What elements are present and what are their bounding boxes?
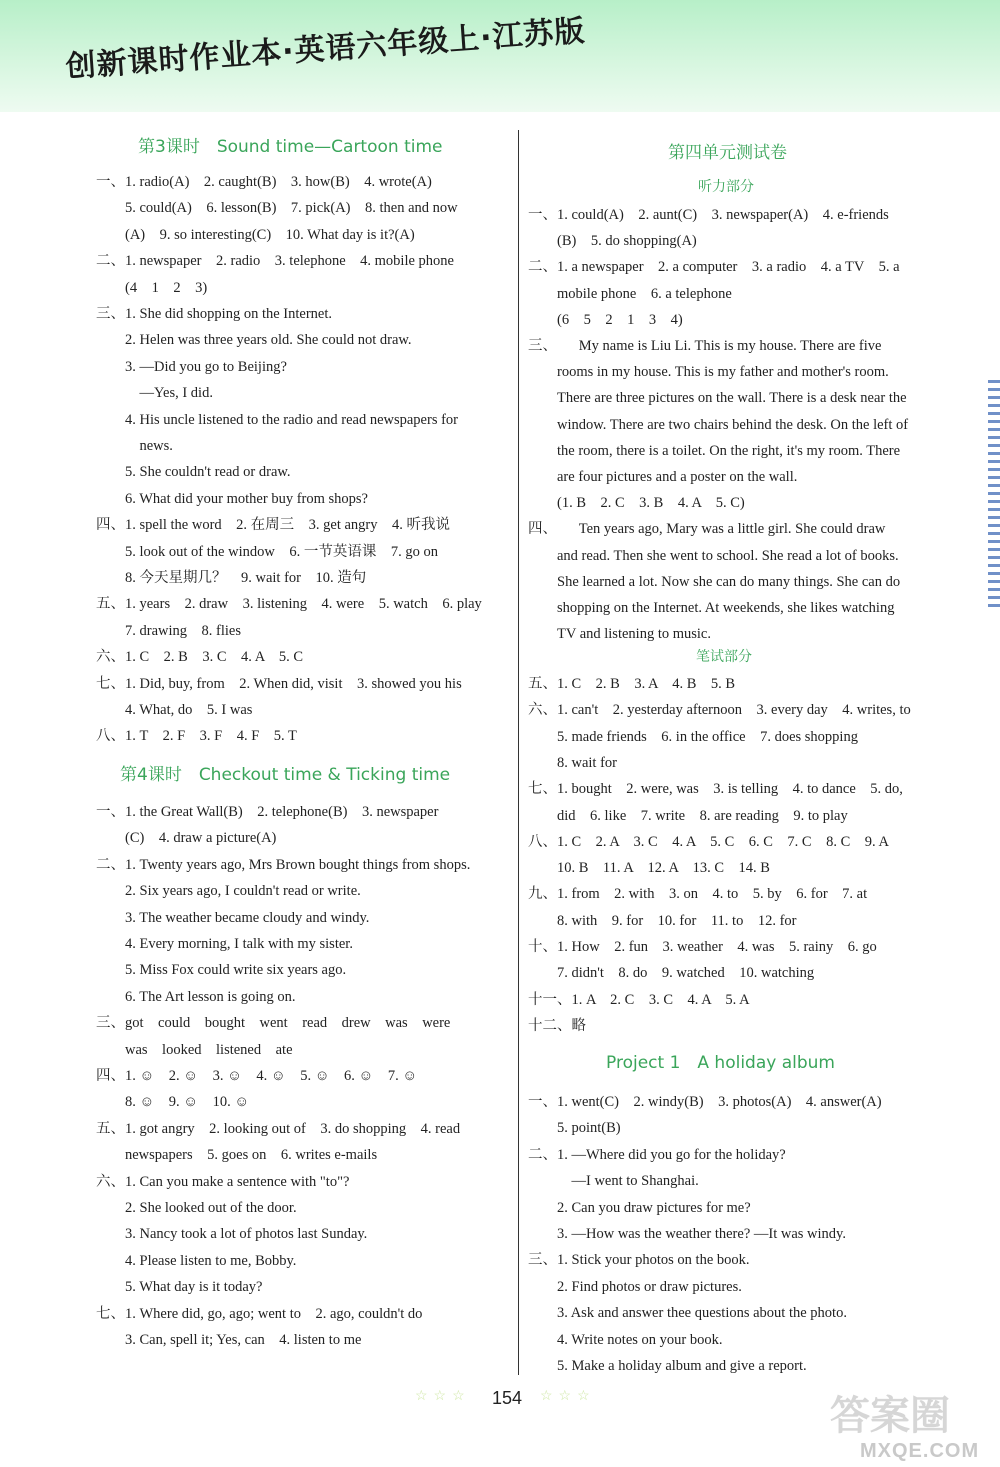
answer-line: 7. drawing 8. flies bbox=[96, 622, 241, 639]
answer-line: 六、1. Can you make a sentence with "to"? bbox=[96, 1173, 350, 1190]
answer-line: 5. look out of the window 6. 一节英语课 7. go on bbox=[96, 543, 438, 560]
answer-line: 二、1. a newspaper 2. a computer 3. a radio 4. a TV 5. a bbox=[528, 259, 900, 276]
subsection-title: 笔试部分 bbox=[696, 649, 752, 665]
answer-line: 二、1. Twenty years ago, Mrs Brown bought things from shops. bbox=[96, 856, 471, 873]
answer-line: 一、1. radio(A) 2. caught(B) 3. how(B) 4. wrote(A) bbox=[96, 174, 432, 190]
answer-line: (B) 5. do shopping(A) bbox=[528, 233, 697, 250]
answer-line: 四、1. spell the word 2. 在周三 3. get angry 4. 听我说 bbox=[96, 517, 451, 534]
answer-line: shopping on the Internet. At weekends, she likes watching bbox=[528, 600, 895, 616]
answer-line: 5. What day is it today? bbox=[96, 1279, 263, 1296]
answer-line: 五、1. C 2. B 3. A 4. B 5. B bbox=[528, 676, 736, 692]
answer-line: 一、1. could(A) 2. aunt(C) 3. newspaper(A) 4. e-friends bbox=[528, 207, 889, 223]
watermark-url: MXQE.COM bbox=[860, 1440, 980, 1462]
answer-line: 4. Write notes on your book. bbox=[528, 1331, 723, 1348]
answer-line: —I went to Shanghai. bbox=[528, 1173, 699, 1190]
header-banner bbox=[0, 0, 1000, 112]
answer-line: 一、1. the Great Wall(B) 2. telephone(B) 3. newspaper bbox=[96, 804, 439, 820]
answer-line: rooms in my house. This is my father and mother's room. bbox=[528, 364, 889, 381]
answer-line: 4. His uncle listened to the radio and read newspapers for bbox=[96, 411, 458, 428]
answer-line: 3. Ask and answer thee questions about the photo. bbox=[528, 1305, 847, 1322]
answer-line: 10. B 11. A 12. A 13. C 14. B bbox=[528, 860, 770, 877]
answer-line: TV and listening to music. bbox=[528, 626, 711, 643]
answer-line: 二、1. —Where did you go for the holiday? bbox=[528, 1146, 786, 1163]
answer-line: (1. B 2. C 3. B 4. A 5. C) bbox=[528, 495, 745, 512]
answer-line: 十二、略 bbox=[528, 1017, 586, 1034]
answer-line: 5. She couldn't read or draw. bbox=[96, 464, 291, 481]
answer-line: 6. The Art lesson is going on. bbox=[96, 988, 296, 1005]
answer-line: 8. wait for bbox=[528, 754, 617, 771]
section-title: 第4课时 Checkout time & Ticking time bbox=[120, 765, 451, 785]
answer-line: 2. Find photos or draw pictures. bbox=[528, 1278, 742, 1295]
answer-line: 5. could(A) 6. lesson(B) 7. pick(A) 8. then and now bbox=[96, 200, 458, 217]
answer-line: She learned a lot. Now she can do many things. She can do bbox=[528, 573, 901, 590]
star-decoration: ☆☆☆ bbox=[540, 1389, 596, 1404]
answer-line: 8. 今天星期几？ 9. wait for 10. 造句 bbox=[96, 570, 367, 586]
answer-line: 2. Helen was three years old. She could not draw. bbox=[96, 332, 412, 349]
answer-line: —Yes, I did. bbox=[96, 385, 213, 402]
watermark-logo: 答案圈 bbox=[830, 1393, 950, 1439]
answer-line: 5. Make a holiday album and give a report. bbox=[528, 1358, 807, 1374]
answer-line: mobile phone 6. a telephone bbox=[528, 285, 732, 302]
answer-line: 三、1. Stick your photos on the book. bbox=[528, 1252, 750, 1269]
answer-line: 二、1. newspaper 2. radio 3. telephone 4. mobile phone bbox=[96, 253, 454, 270]
answer-line: was looked listened ate bbox=[96, 1041, 293, 1058]
subsection-title: 听力部分 bbox=[698, 179, 754, 195]
answer-line: the room, there is a toilet. On the right, it's my room. There bbox=[528, 442, 901, 459]
answer-line: 3. The weather became cloudy and windy. bbox=[96, 909, 370, 926]
answer-line: 七、1. Where did, go, ago; went to 2. ago, couldn't do bbox=[96, 1305, 423, 1322]
answer-line: 五、1. got angry 2. looking out of 3. do shopping 4. read bbox=[96, 1120, 461, 1137]
answer-line: 6. What did your mother buy from shops? bbox=[96, 490, 368, 507]
page-number: 154 bbox=[492, 1388, 523, 1408]
answer-line: 八、1. T 2. F 3. F 4. F 5. T bbox=[96, 728, 297, 745]
section-title: 第3课时 Sound time—Cartoon time bbox=[138, 137, 443, 157]
answer-line: 四、 Ten years ago, Mary was a little girl. She could draw bbox=[528, 521, 886, 538]
answer-line: 8. with 9. for 10. for 11. to 12. for bbox=[528, 912, 797, 929]
answer-line: 七、1. Did, buy, from 2. When did, visit 3. showed you his bbox=[96, 675, 462, 692]
answer-line: (4 1 2 3) bbox=[96, 279, 208, 296]
answer-line: There are three pictures on the wall. There is a desk near the bbox=[528, 390, 907, 407]
answer-line: 4. Every morning, I talk with my sister. bbox=[96, 936, 353, 952]
answer-line: 2. Can you draw pictures for me? bbox=[528, 1199, 751, 1216]
answer-line: 7. didn't 8. do 9. watched 10. watching bbox=[528, 965, 815, 982]
answer-line: 六、1. C 2. B 3. C 4. A 5. C bbox=[96, 649, 304, 666]
answer-line: 八、1. C 2. A 3. C 4. A 5. C 6. C 7. C 8. C 9. A bbox=[528, 833, 889, 850]
section-title: Project 1 A holiday album bbox=[606, 1053, 835, 1073]
answer-line: 5. Miss Fox could write six years ago. bbox=[96, 962, 347, 979]
answer-line: 十一、1. A 2. C 3. C 4. A 5. A bbox=[528, 991, 750, 1008]
answer-line: 一、1. went(C) 2. windy(B) 3. photos(A) 4. answer(A) bbox=[528, 1094, 882, 1110]
answer-line: 3. —How was the weather there? —It was windy. bbox=[528, 1226, 846, 1242]
answer-line: are four pictures and a poster on the wall. bbox=[528, 469, 798, 485]
answer-line: did 6. like 7. write 8. are reading 9. to play bbox=[528, 807, 848, 824]
answer-line: 三、got could bought went read drew was were bbox=[96, 1015, 451, 1032]
answer-line: (6 5 2 1 3 4) bbox=[528, 311, 683, 328]
answer-line: 九、1. from 2. with 3. on 4. to 5. by 6. for 7. at bbox=[528, 886, 868, 903]
answer-line: 3. Nancy took a lot of photos last Sunday. bbox=[96, 1226, 368, 1243]
answer-line: newspapers 5. goes on 6. writes e-mails bbox=[96, 1147, 378, 1164]
answer-line: (A) 9. so interesting(C) 10. What day is it?(A) bbox=[96, 226, 415, 243]
answer-line: 六、1. can't 2. yesterday afternoon 3. every day 4. writes, to bbox=[528, 702, 911, 719]
answer-line: 5. made friends 6. in the office 7. does shopping bbox=[528, 728, 858, 745]
column-divider bbox=[518, 130, 519, 1375]
answer-line: 2. She looked out of the door. bbox=[96, 1200, 297, 1216]
answer-line: 五、1. years 2. draw 3. listening 4. were 5. watch 6. play bbox=[96, 596, 482, 613]
answer-line: 三、 My name is Liu Li. This is my house. There are five bbox=[528, 338, 882, 354]
answer-line: 十、1. How 2. fun 3. weather 4. was 5. rainy 6. go bbox=[528, 939, 877, 955]
answer-line: window. There are two chairs behind the desk. On the left of bbox=[528, 416, 909, 433]
page-edge-strip bbox=[988, 380, 1000, 610]
answer-line: news. bbox=[96, 438, 173, 454]
answer-line: (C) 4. draw a picture(A) bbox=[96, 830, 277, 847]
answer-line: 3. Can, spell it; Yes, can 4. listen to me bbox=[96, 1332, 362, 1348]
star-decoration: ☆☆☆ bbox=[415, 1389, 471, 1404]
answer-line: 2. Six years ago, I couldn't read or write. bbox=[96, 883, 361, 900]
answer-line: 8. ☺ 9. ☺ 10. ☺ bbox=[96, 1094, 250, 1111]
answer-line: 4. What, do 5. I was bbox=[96, 702, 253, 718]
book-title: 创新课时作业本·英语六年级上·江苏版 bbox=[64, 13, 587, 85]
answer-line: 3. —Did you go to Beijing? bbox=[96, 358, 287, 375]
section-title: 第四单元测试卷 bbox=[668, 143, 787, 163]
answer-line: and read. Then she went to school. She read a lot of books. bbox=[528, 547, 899, 564]
answer-line: 5. point(B) bbox=[528, 1120, 621, 1137]
answer-line: 三、1. She did shopping on the Internet. bbox=[96, 306, 333, 322]
answer-line: 七、1. bought 2. were, was 3. is telling 4. to dance 5. do, bbox=[528, 781, 903, 798]
answer-line: 四、1. ☺ 2. ☺ 3. ☺ 4. ☺ 5. ☺ 6. ☺ 7. ☺ bbox=[96, 1068, 418, 1084]
answer-line: 4. Please listen to me, Bobby. bbox=[96, 1252, 297, 1269]
